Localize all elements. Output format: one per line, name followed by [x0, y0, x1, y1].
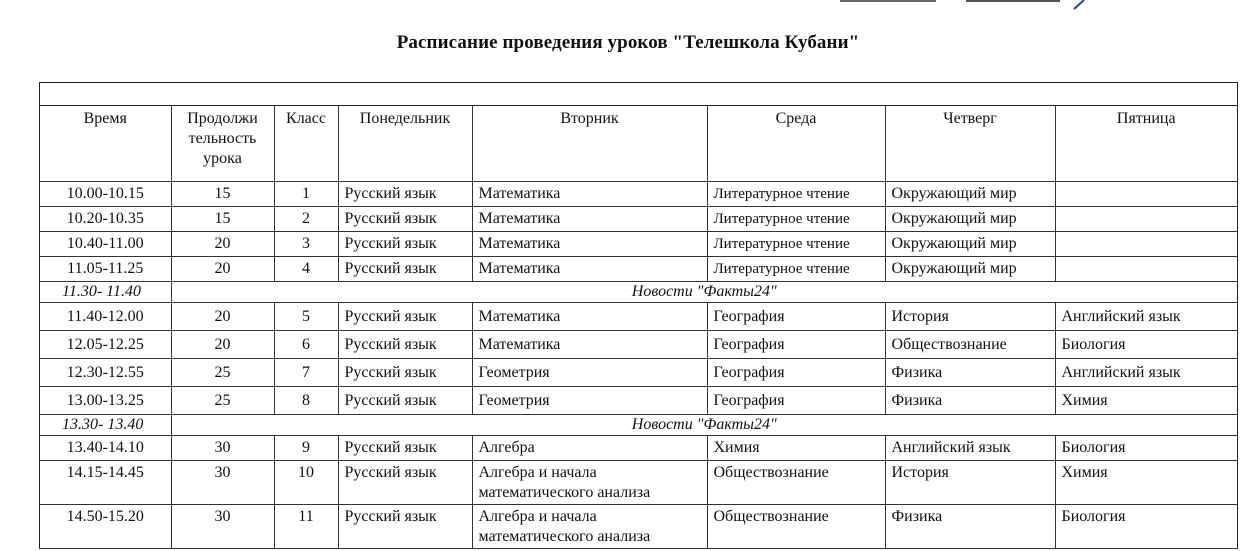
- wednesday-cell: География: [707, 331, 885, 359]
- table-row: [40, 359, 1237, 387]
- time-cell: 12.05-12.25: [40, 331, 171, 359]
- monday-cell: Русский язык: [338, 436, 472, 461]
- friday-cell: Биология: [1055, 436, 1237, 461]
- wednesday-cell: Химия: [707, 436, 885, 461]
- thursday-cell: Окружающий мир: [885, 257, 1055, 282]
- header-duration: Продолжи тельность урока: [171, 106, 274, 182]
- grade-cell: 9: [274, 436, 338, 461]
- header-monday: Понедельник: [338, 106, 472, 182]
- duration-cell: 25: [171, 387, 274, 415]
- tuesday-cell: Алгебра: [472, 436, 707, 461]
- break-time-cell: 11.30- 11.40: [40, 282, 171, 303]
- monday-cell: Русский язык: [338, 182, 472, 207]
- table-row: [40, 387, 1237, 415]
- schedule-sheet: [39, 82, 1238, 549]
- grade-cell: 1: [274, 182, 338, 207]
- news-break-label: Новости "Факты24": [171, 282, 1237, 303]
- tuesday-cell: Математика: [472, 232, 707, 257]
- time-cell: 14.50-15.20: [40, 505, 171, 549]
- friday-cell: Химия: [1055, 387, 1237, 415]
- table-row: [40, 331, 1237, 359]
- wednesday-cell: Обществознание: [707, 505, 885, 549]
- duration-cell: 20: [171, 257, 274, 282]
- duration-cell: 20: [171, 303, 274, 331]
- table-row: [40, 303, 1237, 331]
- time-cell: 13.00-13.25: [40, 387, 171, 415]
- wednesday-cell: Обществознание: [707, 461, 885, 505]
- thursday-cell: История: [885, 303, 1055, 331]
- tuesday-cell: Геометрия: [472, 359, 707, 387]
- wednesday-cell: География: [707, 387, 885, 415]
- header-tuesday: Вторник: [472, 106, 707, 182]
- wednesday-cell: Литературное чтение: [707, 232, 885, 257]
- time-cell: 11.05-11.25: [40, 257, 171, 282]
- duration-cell: 25: [171, 359, 274, 387]
- friday-cell: [1055, 232, 1237, 257]
- table-row: [40, 232, 1237, 257]
- friday-cell: [1055, 257, 1237, 282]
- wednesday-cell: География: [707, 303, 885, 331]
- friday-cell: [1055, 207, 1237, 232]
- tuesday-cell: Геометрия: [472, 387, 707, 415]
- tuesday-cell: Математика: [472, 182, 707, 207]
- grade-cell: 10: [274, 461, 338, 505]
- tuesday-cell: Алгебра и начала математического анализа: [472, 461, 707, 505]
- time-cell: 13.40-14.10: [40, 436, 171, 461]
- table-row: [40, 436, 1237, 461]
- table-top-band: [40, 83, 1237, 106]
- monday-cell: Русский язык: [338, 461, 472, 505]
- news-break-row: [40, 282, 1237, 303]
- table-row: [40, 207, 1237, 232]
- table-row: [40, 505, 1237, 549]
- tuesday-cell: Математика: [472, 303, 707, 331]
- thursday-cell: История: [885, 461, 1055, 505]
- break-time-cell: 13.30- 13.40: [40, 415, 171, 436]
- time-cell: 12.30-12.55: [40, 359, 171, 387]
- monday-cell: Русский язык: [338, 257, 472, 282]
- thursday-cell: Обществознание: [885, 331, 1055, 359]
- header-wednesday: Среда: [707, 106, 885, 182]
- tuesday-cell: Математика: [472, 331, 707, 359]
- table-row: [40, 182, 1237, 207]
- wednesday-cell: География: [707, 359, 885, 387]
- header-time: Время: [40, 106, 171, 182]
- tuesday-cell: Математика: [472, 257, 707, 282]
- header-thursday: Четверг: [885, 106, 1055, 182]
- tuesday-cell: Алгебра и начала математического анализа: [472, 505, 707, 549]
- friday-cell: Химия: [1055, 461, 1237, 505]
- monday-cell: Русский язык: [338, 207, 472, 232]
- duration-cell: 30: [171, 436, 274, 461]
- time-cell: 10.00-10.15: [40, 182, 171, 207]
- thursday-cell: Окружающий мир: [885, 182, 1055, 207]
- tuesday-cell: Математика: [472, 207, 707, 232]
- wednesday-cell: Литературное чтение: [707, 182, 885, 207]
- grade-cell: 11: [274, 505, 338, 549]
- header-grade: Класс: [274, 106, 338, 182]
- monday-cell: Русский язык: [338, 232, 472, 257]
- wednesday-cell: Литературное чтение: [707, 207, 885, 232]
- scan-artifact-marks: [0, 0, 1256, 12]
- grade-cell: 7: [274, 359, 338, 387]
- duration-cell: 30: [171, 505, 274, 549]
- duration-cell: 30: [171, 461, 274, 505]
- document-title: Расписание проведения уроков "Телешкола Кубани": [396, 32, 860, 53]
- duration-cell: 20: [171, 232, 274, 257]
- friday-cell: Биология: [1055, 331, 1237, 359]
- duration-cell: 15: [171, 182, 274, 207]
- grade-cell: 6: [274, 331, 338, 359]
- grade-cell: 5: [274, 303, 338, 331]
- time-cell: 11.40-12.00: [40, 303, 171, 331]
- monday-cell: Русский язык: [338, 331, 472, 359]
- schedule-table: [40, 106, 1237, 549]
- grade-cell: 8: [274, 387, 338, 415]
- table-row: [40, 461, 1237, 505]
- duration-cell: 15: [171, 207, 274, 232]
- monday-cell: Русский язык: [338, 359, 472, 387]
- thursday-cell: Физика: [885, 505, 1055, 549]
- thursday-cell: Физика: [885, 359, 1055, 387]
- news-break-row: [40, 415, 1237, 436]
- header-row: [40, 106, 1237, 182]
- friday-cell: Английский язык: [1055, 359, 1237, 387]
- news-break-label: Новости "Факты24": [171, 415, 1237, 436]
- thursday-cell: Английский язык: [885, 436, 1055, 461]
- friday-cell: Английский язык: [1055, 303, 1237, 331]
- time-cell: 10.40-11.00: [40, 232, 171, 257]
- table-row: [40, 257, 1237, 282]
- friday-cell: Биология: [1055, 505, 1237, 549]
- thursday-cell: Физика: [885, 387, 1055, 415]
- time-cell: 10.20-10.35: [40, 207, 171, 232]
- monday-cell: Русский язык: [338, 387, 472, 415]
- time-cell: 14.15-14.45: [40, 461, 171, 505]
- grade-cell: 4: [274, 257, 338, 282]
- header-friday: Пятница: [1055, 106, 1237, 182]
- monday-cell: Русский язык: [338, 505, 472, 549]
- friday-cell: [1055, 182, 1237, 207]
- grade-cell: 2: [274, 207, 338, 232]
- duration-cell: 20: [171, 331, 274, 359]
- monday-cell: Русский язык: [338, 303, 472, 331]
- grade-cell: 3: [274, 232, 338, 257]
- thursday-cell: Окружающий мир: [885, 207, 1055, 232]
- wednesday-cell: Литературное чтение: [707, 257, 885, 282]
- thursday-cell: Окружающий мир: [885, 232, 1055, 257]
